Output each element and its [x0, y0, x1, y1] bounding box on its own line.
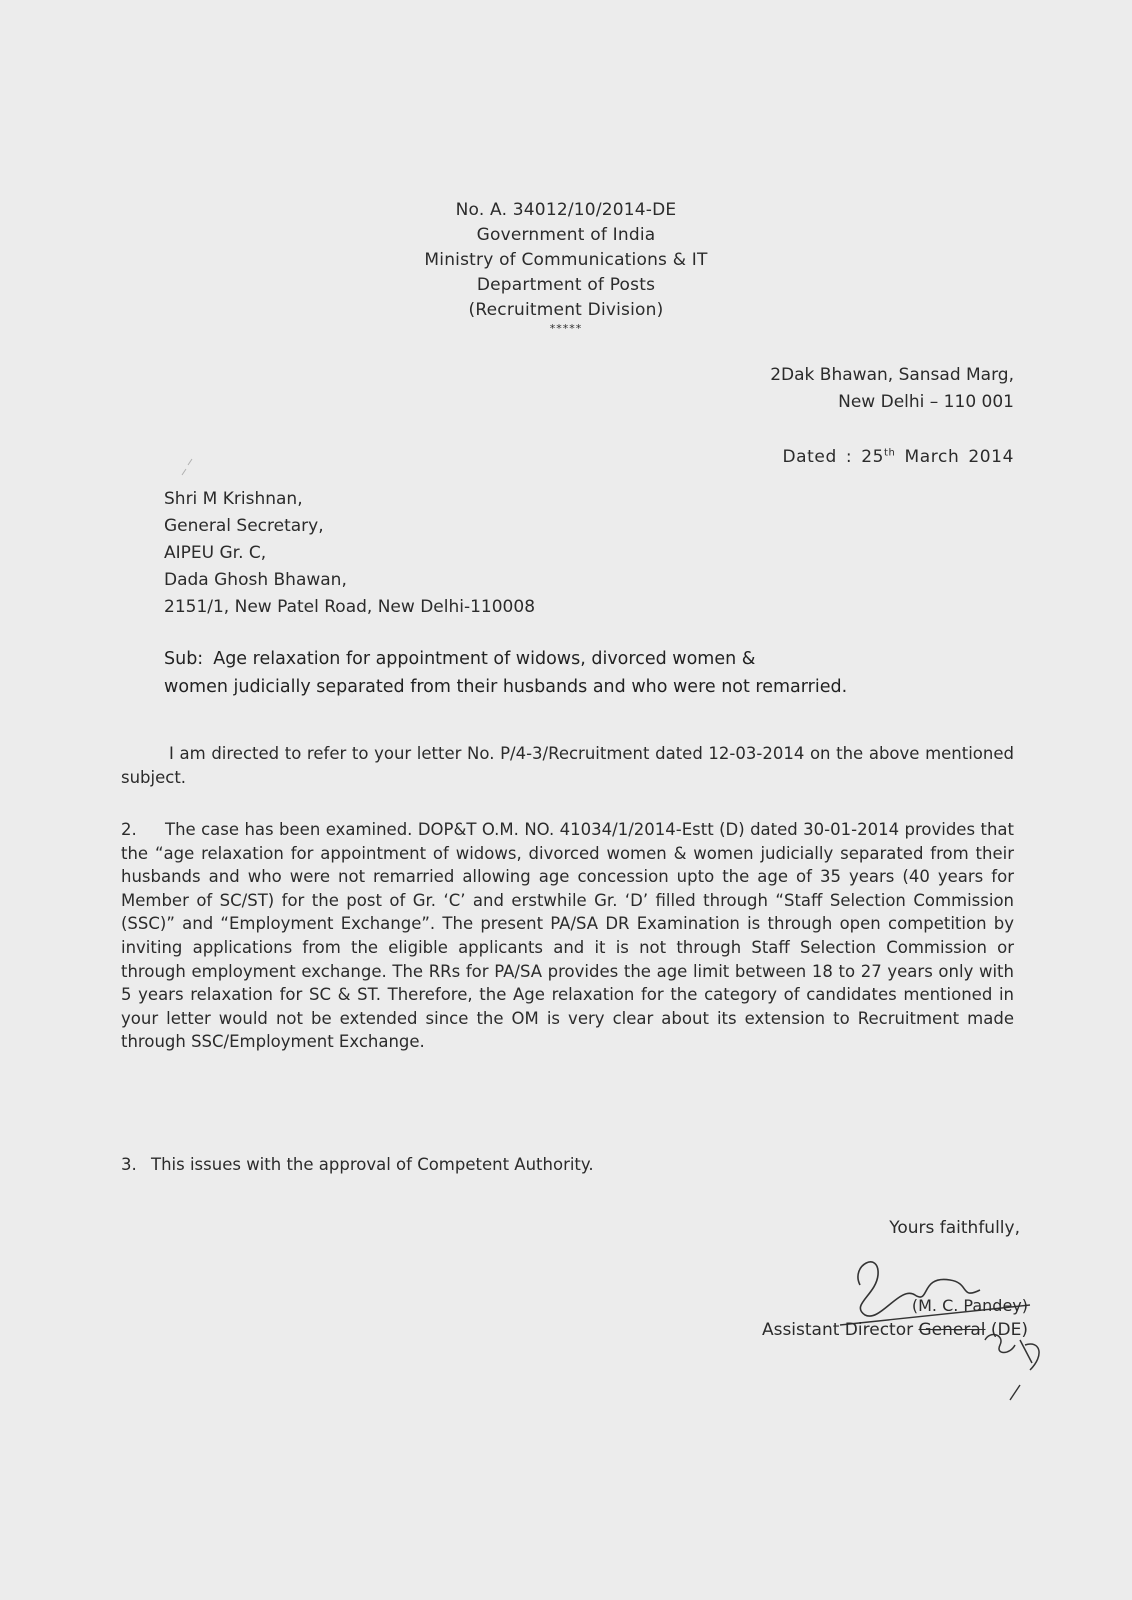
designation-suffix: (DE) [985, 1320, 1028, 1340]
subject-block [164, 645, 964, 701]
paragraph-3-number: 3. [121, 1155, 137, 1174]
recipient-name: Shri M Krishnan, [164, 489, 303, 509]
date-prefix: Dated : 25 [782, 447, 885, 467]
government-name: Government of India [476, 225, 656, 245]
signatory-name: (M. C. Pandey) [911, 1296, 1028, 1315]
paragraph-2-number: 2. [121, 820, 137, 839]
subject-line-2: women judicially separated from their husbands and who were not remarried. [164, 677, 848, 697]
recipient-building: Dada Ghosh Bhawan, [164, 570, 347, 590]
date-ordinal: th [884, 447, 896, 459]
paragraph-3 [121, 1153, 1014, 1177]
margin-mark [180, 455, 196, 477]
sender-address [770, 362, 1014, 416]
closing-salutation: Yours faithfully, [889, 1218, 1020, 1238]
paragraph-1: I am directed to refer to your letter No. P/4-3/Recruitment dated 12-03-2014 on the above mentioned subject. [121, 744, 1014, 787]
recipient-organisation: AIPEU Gr. C, [164, 543, 267, 563]
ministry-name: Ministry of Communications & IT [424, 250, 708, 270]
address-line-2: New Delhi – 110 001 [838, 392, 1014, 412]
signatory-designation [762, 1320, 1028, 1340]
header-separator: ***** [549, 322, 583, 335]
recipient-street: 2151/1, New Patel Road, New Delhi-110008 [164, 597, 536, 617]
designation-text: Assistant Director [761, 1320, 919, 1340]
department-name: Department of Posts [476, 275, 656, 295]
letter-date [782, 447, 1014, 467]
paragraph-3-text: This issues with the approval of Competent Authority. [151, 1155, 594, 1174]
subject-line-1: Age relaxation for appointment of widows, divorced women & [213, 649, 756, 669]
date-rest: March 2014 [895, 447, 1014, 467]
reference-number: No. A. 34012/10/2014-DE [455, 200, 677, 220]
recipient-block [164, 486, 535, 621]
letter-header [0, 198, 1132, 335]
division-name: (Recruitment Division) [468, 300, 664, 320]
subject-label: Sub: [164, 649, 204, 669]
designation-struck-word: General [918, 1320, 986, 1340]
paragraph-2 [121, 818, 1014, 1054]
recipient-title: General Secretary, [164, 516, 324, 536]
address-line-1: 2Dak Bhawan, Sansad Marg, [770, 365, 1014, 385]
paragraph-2-text: The case has been examined. DOP&T O.M. NO. 41034/1/2014-Estt (D) dated 30-01-2014 provides that the “age relaxation for appointment of widows, divorced women & women judicially separated from their husbands and who were not remarried allowing age concession upto the age of 35 years (40 years for Member of SC/ST) for the post of Gr. ‘C’ and erstwhile Gr. ‘D’ filled through “Staff Selection Commission (SSC)” and “Employment Exchange”. The present PA/SA DR Examination is through open competition by inviting applications from the eligible applicants and it is not through Staff Selection Commission or through employment exchange. The RRs for PA/SA provides the age limit between 18 to 27 years only with 5 years relaxation for SC & ST. Therefore, the Age relaxation for the category of candidates mentioned in your letter would not be extended since the OM is very clear about its extension to Recruitment made through SSC/Employment Exchange. [121, 820, 1014, 1052]
